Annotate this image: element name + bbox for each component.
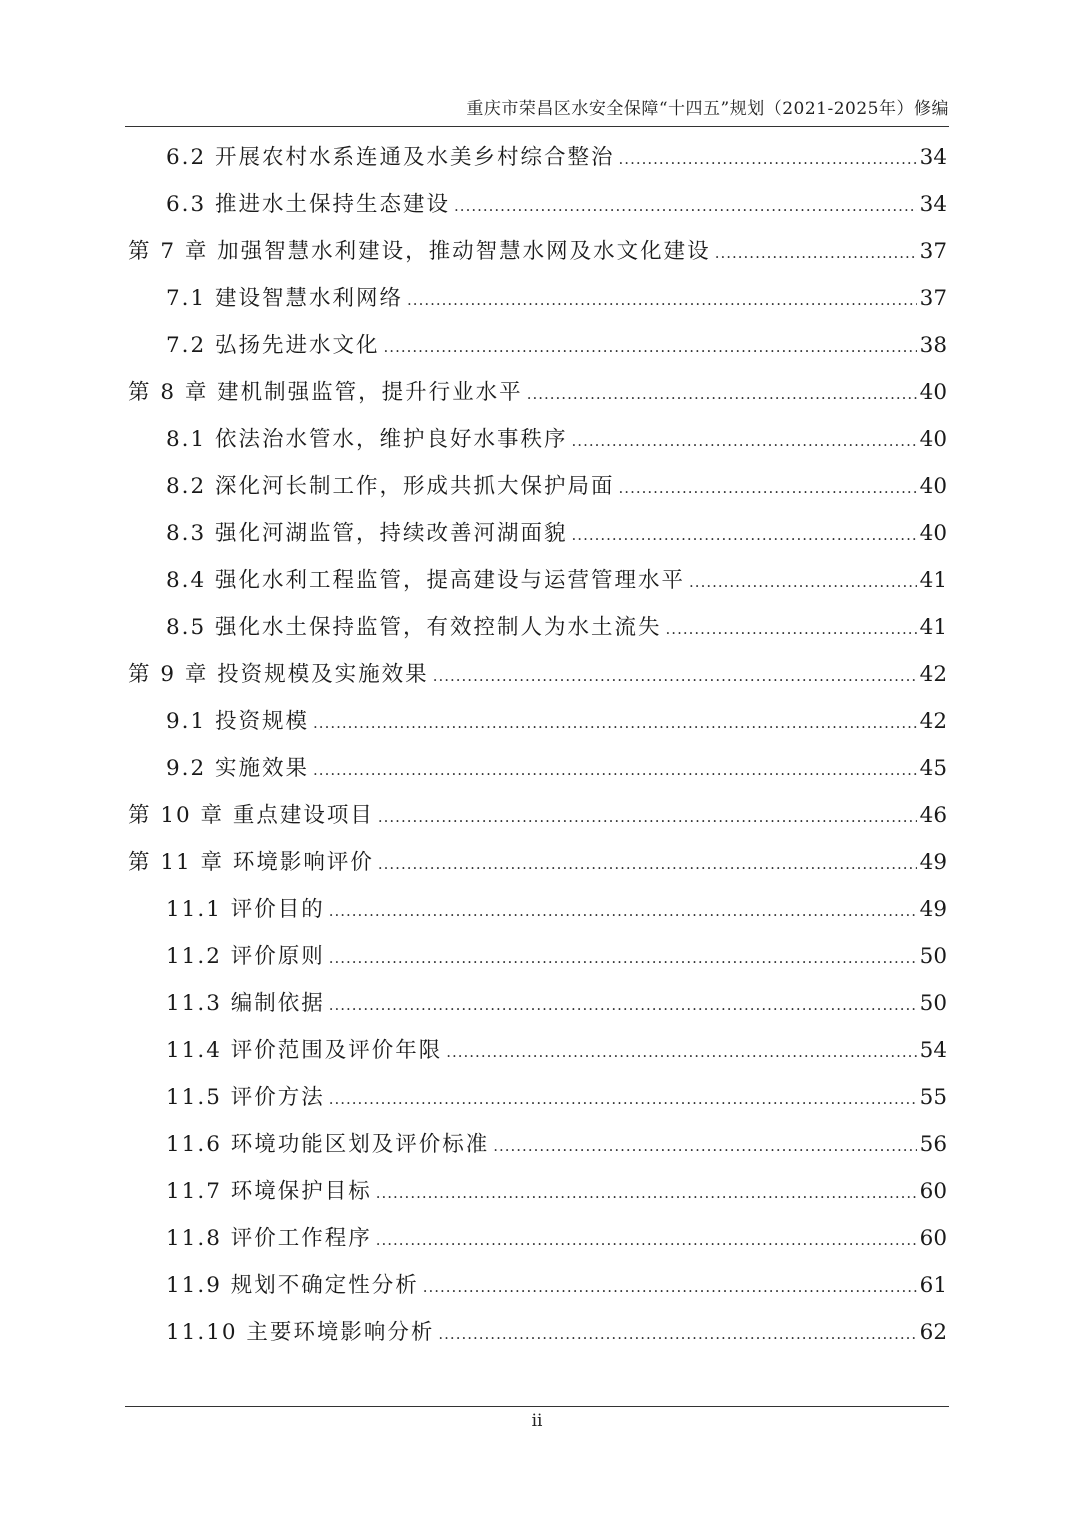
toc-section-entry[interactable]: [0, 416, 947, 463]
toc-entry-page: 56: [919, 1132, 947, 1157]
page-number: ii: [531, 1411, 543, 1431]
toc-section-entry[interactable]: [0, 980, 947, 1027]
toc-entry-page: 40: [919, 521, 947, 546]
toc-entry-title: 第 11 章 环境影响评价: [128, 850, 374, 875]
toc-entry-page: 60: [919, 1226, 947, 1251]
toc-entry-title: 11.9 规划不确定性分析: [166, 1273, 419, 1298]
toc-dot-leader: [433, 653, 917, 700]
toc-dot-leader: [376, 1170, 917, 1217]
toc-dot-leader: [378, 841, 917, 888]
toc-dot-leader: [715, 230, 917, 277]
toc-entry-page: 61: [919, 1273, 947, 1298]
toc-entry-page: 40: [919, 474, 947, 499]
toc-entry-page: 37: [919, 286, 947, 311]
running-header: 重庆市荣昌区水安全保障“十四五”规划（2021-2025年）修编: [466, 99, 949, 119]
toc-entry-page: 49: [919, 850, 947, 875]
toc-section-entry[interactable]: [0, 1262, 947, 1309]
toc-section-entry[interactable]: [0, 1215, 947, 1262]
toc-dot-leader: [493, 1123, 916, 1170]
toc-entry-title: 8.4 强化水利工程监管，提高建设与运营管理水平: [166, 568, 686, 593]
toc-entry-title: 9.2 实施效果: [166, 756, 310, 781]
toc-entry-page: 41: [919, 568, 947, 593]
toc-entry-title: 11.3 编制依据: [166, 991, 325, 1016]
toc-entry-page: 42: [919, 662, 947, 687]
toc-section-entry[interactable]: [0, 463, 947, 510]
toc-dot-leader: [378, 794, 917, 841]
toc-dot-leader: [376, 1217, 917, 1264]
toc-dot-leader: [619, 465, 917, 512]
toc-dot-leader: [329, 888, 917, 935]
toc-section-entry[interactable]: [0, 275, 947, 322]
toc-dot-leader: [689, 559, 917, 606]
toc-dot-leader: [572, 512, 917, 559]
toc-section-entry[interactable]: [0, 510, 947, 557]
toc-dot-leader: [329, 982, 917, 1029]
toc-entry-title: 11.2 评价原则: [166, 944, 325, 969]
toc-entry-title: 11.4 评价范围及评价年限: [166, 1038, 443, 1063]
table-of-contents: [0, 134, 1074, 1356]
toc-entry-title: 第 8 章 建机制强监管，提升行业水平: [128, 380, 523, 405]
toc-entry-title: 8.5 强化水土保持监管，有效控制人为水土流失: [166, 615, 662, 640]
toc-entry-title: 9.1 投资规模: [166, 709, 310, 734]
toc-section-entry[interactable]: [0, 886, 947, 933]
toc-entry-page: 55: [919, 1085, 947, 1110]
toc-section-entry[interactable]: [0, 604, 947, 651]
toc-entry-page: 50: [919, 991, 947, 1016]
toc-entry-page: 38: [919, 333, 947, 358]
toc-dot-leader: [438, 1311, 916, 1358]
toc-section-entry[interactable]: [0, 322, 947, 369]
toc-entry-page: 46: [919, 803, 947, 828]
toc-entry-title: 第 7 章 加强智慧水利建设，推动智慧水网及水文化建设: [128, 239, 711, 264]
toc-section-entry[interactable]: [0, 1168, 947, 1215]
toc-entry-title: 11.5 评价方法: [166, 1085, 325, 1110]
toc-entry-page: 34: [919, 145, 947, 170]
toc-entry-title: 6.3 推进水土保持生态建设: [166, 192, 451, 217]
toc-entry-title: 11.7 环境保护目标: [166, 1179, 372, 1204]
toc-section-entry[interactable]: [0, 181, 947, 228]
toc-entry-page: 54: [919, 1038, 947, 1063]
toc-section-entry[interactable]: [0, 1121, 947, 1168]
toc-section-entry[interactable]: [0, 1027, 947, 1074]
toc-chapter-entry[interactable]: [0, 792, 947, 839]
toc-chapter-entry[interactable]: [0, 651, 947, 698]
toc-entry-page: 41: [919, 615, 947, 640]
toc-dot-leader: [423, 1264, 917, 1311]
toc-dot-leader: [572, 418, 917, 465]
toc-entry-page: 49: [919, 897, 947, 922]
toc-dot-leader: [329, 1076, 917, 1123]
header-rule: [125, 126, 949, 127]
toc-entry-page: 37: [919, 239, 947, 264]
toc-dot-leader: [454, 183, 917, 230]
toc-entry-title: 8.3 强化河湖监管，持续改善河湖面貌: [166, 521, 568, 546]
toc-entry-title: 11.10 主要环境影响分析: [166, 1320, 435, 1345]
toc-dot-leader: [407, 277, 917, 324]
toc-dot-leader: [527, 371, 917, 418]
toc-entry-title: 7.1 建设智慧水利网络: [166, 286, 404, 311]
toc-entry-page: 42: [919, 709, 947, 734]
toc-entry-page: 40: [919, 427, 947, 452]
toc-section-entry[interactable]: [0, 1309, 947, 1356]
toc-dot-leader: [313, 747, 917, 794]
toc-section-entry[interactable]: [0, 557, 947, 604]
toc-section-entry[interactable]: [0, 134, 947, 181]
toc-chapter-entry[interactable]: [0, 839, 947, 886]
toc-section-entry[interactable]: [0, 698, 947, 745]
toc-entry-title: 11.1 评价目的: [166, 897, 325, 922]
toc-entry-title: 8.2 深化河长制工作，形成共抓大保护局面: [166, 474, 615, 499]
toc-entry-page: 60: [919, 1179, 947, 1204]
toc-chapter-entry[interactable]: [0, 228, 947, 275]
toc-entry-page: 50: [919, 944, 947, 969]
toc-entry-title: 11.8 评价工作程序: [166, 1226, 372, 1251]
toc-entry-title: 6.2 开展农村水系连通及水美乡村综合整治: [166, 145, 615, 170]
toc-section-entry[interactable]: [0, 745, 947, 792]
toc-entry-title: 8.1 依法治水管水，维护良好水事秩序: [166, 427, 568, 452]
toc-dot-leader: [329, 935, 917, 982]
toc-entry-title: 7.2 弘扬先进水文化: [166, 333, 380, 358]
toc-dot-leader: [666, 606, 917, 653]
toc-entry-title: 第 10 章 重点建设项目: [128, 803, 374, 828]
footer-rule: [125, 1406, 949, 1407]
toc-section-entry[interactable]: [0, 933, 947, 980]
toc-dot-leader: [446, 1029, 916, 1076]
toc-entry-page: 62: [919, 1320, 947, 1345]
toc-dot-leader: [313, 700, 917, 747]
toc-chapter-entry[interactable]: [0, 369, 947, 416]
toc-entry-page: 40: [919, 380, 947, 405]
toc-entry-title: 第 9 章 投资规模及实施效果: [128, 662, 429, 687]
toc-entry-page: 34: [919, 192, 947, 217]
toc-entry-page: 45: [919, 756, 947, 781]
toc-section-entry[interactable]: [0, 1074, 947, 1121]
toc-entry-title: 11.6 环境功能区划及评价标准: [166, 1132, 490, 1157]
toc-dot-leader: [384, 324, 917, 371]
toc-dot-leader: [619, 136, 917, 183]
